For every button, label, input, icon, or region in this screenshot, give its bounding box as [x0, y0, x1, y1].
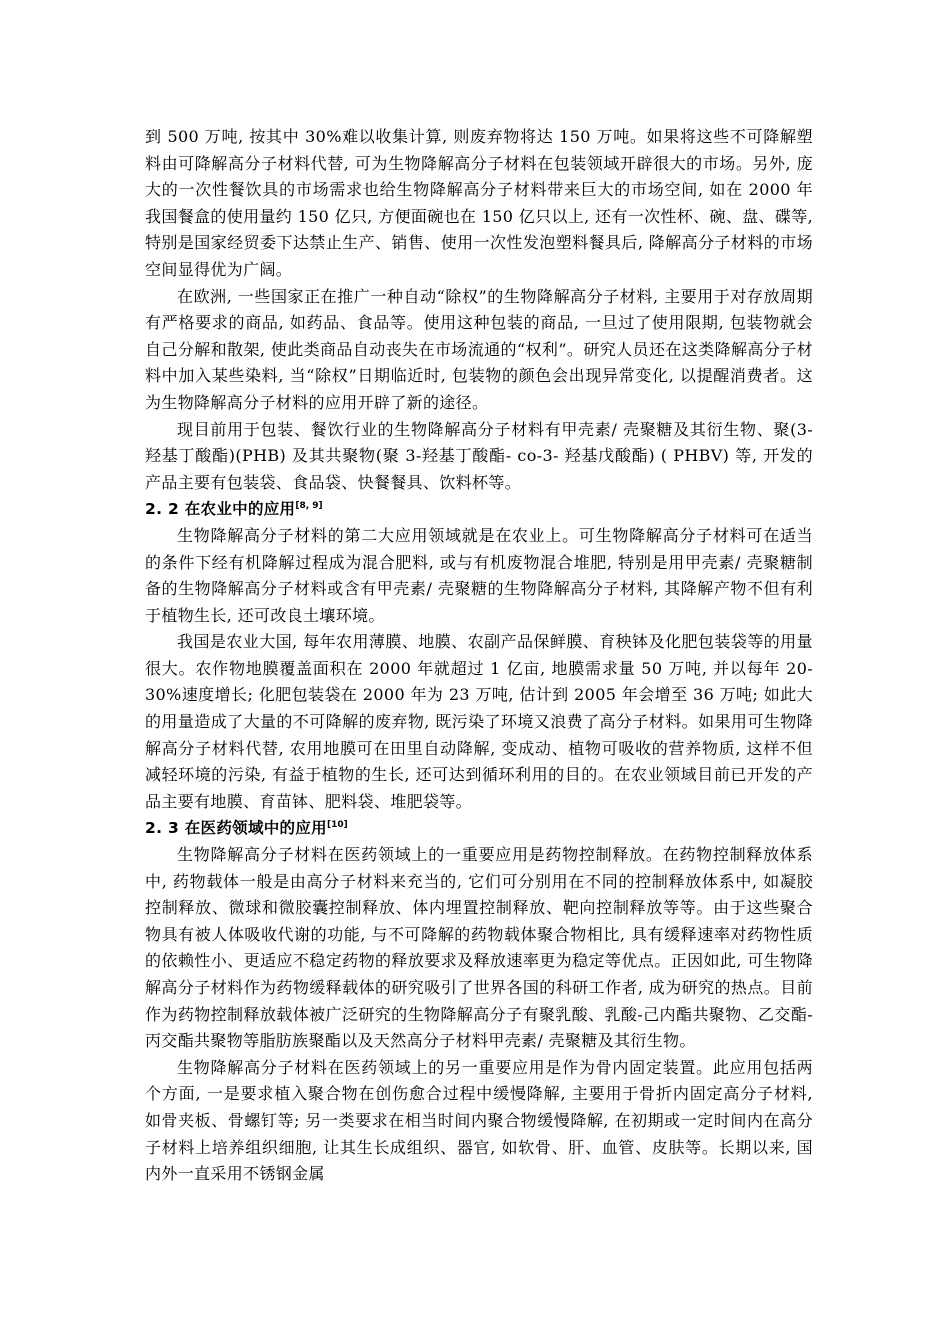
citation-agriculture: [8, 9] — [295, 501, 323, 512]
paragraph-drug-release: 生物降解高分子材料在医药领域上的一重要应用是药物控制释放。在药物控制释放体系中, 药物载体一般是由高分子材料来充当的, 它们可分别用在不同的控制释放体系中, 如凝胶控制释放、微球和微胶囊控制释放、体内埋置控制释放、靶向控制释放等等。由于这些聚合物具有被人体吸收代谢的功能, 与不可降解的药物载体聚合物相比, 具有缓释速率对药物性质的依赖性小、更适应不稳定药物的释放要求及释放速率更为稳定等优点。正因如此, 可生物降解高分子材料作为药物缓释载体的研究吸引了世界各国的科研工作者, 成为研究的热点。目前作为药物控制释放载体被广泛研究的生物降解高分子有聚乳酸、乳酸-己内酯共聚物、乙交酯-丙交酯共聚物等脂肪族聚酯以及天然高分子材料甲壳素/ 壳聚糖及其衍生物。 — [145, 845, 813, 1051]
paragraph-agriculture-film: 我国是农业大国, 每年农用薄膜、地膜、农副产品保鲜膜、育秧钵及化肥包装袋等的用量很大。农作物地膜覆盖面积在 2000 年就超过 1 亿亩, 地膜需求量 50 万吨, 并以每年 20-30%速度增长; 化肥包装袋在 2000 年为 23 万吨, 估计到 2005 年会增至 36 万吨; 如此大的用量造成了大量的不可降解的废弃物, 既污染了环境又浪费了高分子材料。如果用可生物降解高分子材料代替, 农用地膜可在田里自动降解, 变成动、植物可吸收的营养物质, 这样不但减轻环境的污染, 有益于植物的生长, 还可达到循环利用的目的。在农业领域目前已开发的产品主要有地膜、育苗钵、肥料袋、堆肥袋等。 — [145, 632, 813, 811]
citation-medicine: [10] — [326, 820, 348, 831]
section-heading-medicine-text: 2. 3 在医药领域中的应用 — [145, 819, 327, 838]
paragraph-europe-packaging: 在欧洲, 一些国家正在推广一种自动“除权”的生物降解高分子材料, 主要用于对存放周期有严格要求的商品, 如药品、食品等。使用这种包装的商品, 一旦过了使用限期, 包装物就会自己分解和散架, 使此类商品自动丧失在市场流通的“权利”。研究人员还在这类降解高分子材料中加入某些染料, 当“除权”日期临近时, 包装物的颜色会出现异常变化, 以提醒消费者。这为生物降解高分子材料的应用开辟了新的途径。 — [145, 286, 813, 412]
paragraph-packaging-market: 到 500 万吨, 按其中 30%难以收集计算, 则废弃物将达 150 万吨。如果将这些不可降解塑料由可降解高分子材料代替, 可为生物降解高分子材料在包装领域开辟很大的市场。另外, 庞大的一次性餐饮具的市场需求也给生物降解高分子材料带来巨大的市场空间, 如在 2000 年我国餐盒的使用量约 150 亿只, 方便面碗也在 150 亿只以上, 还有一次性杯、碗、盘、碟等, 特别是国家经贸委下达禁止生产、销售、使用一次性发泡塑料餐具后, 降解高分子材料的市场空间显得优为广阔。 — [145, 127, 814, 279]
section-heading-agriculture-text: 2. 2 在农业中的应用 — [145, 500, 296, 519]
paragraph-bone-fixation: 生物降解高分子材料在医药领域上的另一重要应用是作为骨内固定装置。此应用包括两个方面, 一是要求植入聚合物在创伤愈合过程中缓慢降解, 主要用于骨折内固定高分子材料, 如骨夹板、骨螺钉等; 另一类要求在相当时间内聚合物缓慢降解, 在初期或一定时间内在高分子材料上培养组织细胞, 让其生长成组织、器官, 如软骨、肝、血管、皮肤等。长期以来, 国内外一直采用不锈钢金属 — [145, 1057, 813, 1184]
section-heading-medicine — [145, 815, 813, 842]
paragraph-agriculture-application: 生物降解高分子材料的第二大应用领域就是在农业上。可生物降解高分子材料可在适当的条件下经有机降解过程成为混合肥料, 或与有机废物混合堆肥, 特别是用甲壳素/ 壳聚糖制备的生物降解高分子材料或含有甲壳素/ 壳聚糖的生物降解高分子材料, 其降解产物不但有利于植物生长, 还可改良土壤环境。 — [145, 525, 813, 625]
section-heading-agriculture — [145, 496, 813, 523]
paragraph-packaging-materials: 现目前用于包装、餐饮行业的生物降解高分子材料有甲壳素/ 壳聚糖及其衍生物、聚(3-羟基丁酸酯)(PHB) 及其共聚物(聚 3-羟基丁酸酯- co-3- 羟基戊酸酯) ( PHBV) 等, 开发的产品主要有包装袋、食品袋、快餐餐具、饮料杯等。 — [145, 419, 813, 492]
document-page — [145, 124, 813, 1188]
